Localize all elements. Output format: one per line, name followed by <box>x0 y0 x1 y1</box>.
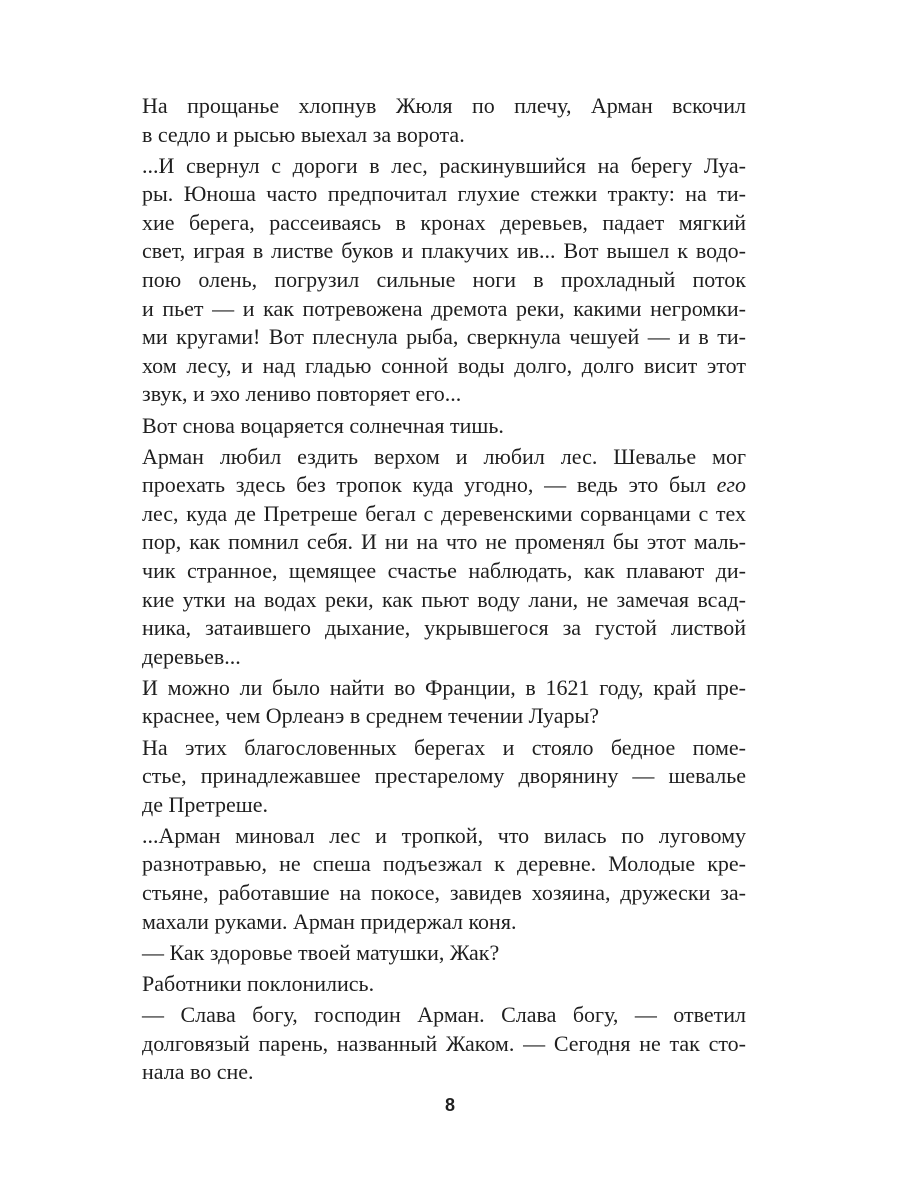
text-line: кие утки на водах реки, как пьют воду лани, не замечая всад- <box>142 586 746 612</box>
text-line: хом лесу, и над гладью сонной воды долго, долго висит этот <box>142 352 746 378</box>
text-line: в седло и рысью выехал за ворота. <box>142 121 465 147</box>
text-line: ...И свернул с дороги в лес, раскинувшийся на берегу Луа- <box>142 152 746 178</box>
text-line: долговязый парень, названный Жаком. — Сегодня не так сто- <box>142 1030 746 1056</box>
text-line: Вот снова воцаряется солнечная тишь. <box>142 412 504 438</box>
text-line: нала во сне. <box>142 1059 254 1085</box>
text-line: чик странное, щемящее счастье наблюдать, как плавают ди- <box>142 558 746 583</box>
paragraph-3 <box>142 412 746 441</box>
text-line: Арман любил ездить верхом и любил лес. Шевалье мог <box>142 443 746 469</box>
page-number: 8 <box>444 1095 455 1115</box>
text-line: де Претреше. <box>142 791 268 817</box>
paragraph-9 <box>142 970 746 999</box>
text-line: деревьев... <box>142 643 241 669</box>
text-line: пор, как помнил себя. И ни на что не променял бы этот маль- <box>142 529 746 555</box>
text-line: махали руками. Арман придержал коня. <box>142 908 517 934</box>
text-line: звук, и эхо лениво повторяет его... <box>142 381 462 407</box>
text-line: хие берега, рассеиваясь в кронах деревьев, падает мягкий <box>142 209 746 235</box>
paragraph-6 <box>142 734 746 820</box>
text-line: лес, куда де Претреше бегал с деревенскими сорванцами с тех <box>142 500 746 526</box>
text-line: ника, затаившего дыхание, укрывшегося за густой листвой <box>142 615 746 641</box>
text-segment: проехать здесь без тропок куда угодно, — ведь это был <box>142 472 717 498</box>
paragraph-7 <box>142 822 746 936</box>
text-line: ...Арман миновал лес и тропкой, что вилась по луговому <box>142 822 746 848</box>
text-line: разнотравью, не спеша подъезжал к деревне. Молодые кре- <box>142 851 746 877</box>
paragraph-2 <box>142 152 746 409</box>
paragraph-10 <box>142 1001 746 1087</box>
text-line: И можно ли было найти во Франции, в 1621 году, край пре- <box>142 674 746 700</box>
text-line-with-italic <box>142 471 746 500</box>
paragraph-1 <box>142 92 746 149</box>
text-line: стье, принадлежавшее престарелому дворянину — шевалье <box>142 763 746 789</box>
text-line: Работники поклонились. <box>142 970 375 996</box>
text-line: стьяне, работавшие на покосе, завидев хозяина, дружески за- <box>142 880 746 906</box>
text-line: краснее, чем Орлеанэ в среднем течении Луары? <box>142 703 600 729</box>
text-line: На этих благословенных берегах и стояло бедное поме- <box>142 734 746 760</box>
text-line: свет, играя в листве буков и плакучих ив... Вот вышел к водо- <box>142 238 746 264</box>
text-line: и пьет — и как потревожена дремота реки, какими негромки- <box>142 295 746 321</box>
paragraph-5 <box>142 674 746 731</box>
text-line: пою олень, погрузил сильные ноги в прохладный поток <box>142 267 746 293</box>
italic-word: его <box>716 472 746 498</box>
text-line: ры. Юноша часто предпочитал глухие стежки тракту: на ти- <box>142 181 746 207</box>
text-line: — Как здоровье твоей матушки, Жак? <box>142 939 500 965</box>
book-page-text <box>142 92 746 1089</box>
text-line: На прощанье хлопнув Жюля по плечу, Арман вскочил <box>142 93 746 118</box>
text-line: — Слава богу, господин Арман. Слава богу, — ответил <box>142 1001 746 1027</box>
paragraph-8 <box>142 939 746 968</box>
paragraph-4 <box>142 443 746 672</box>
text-line: ми кругами! Вот плеснула рыба, сверкнула чешуей — и в ти- <box>142 324 746 350</box>
